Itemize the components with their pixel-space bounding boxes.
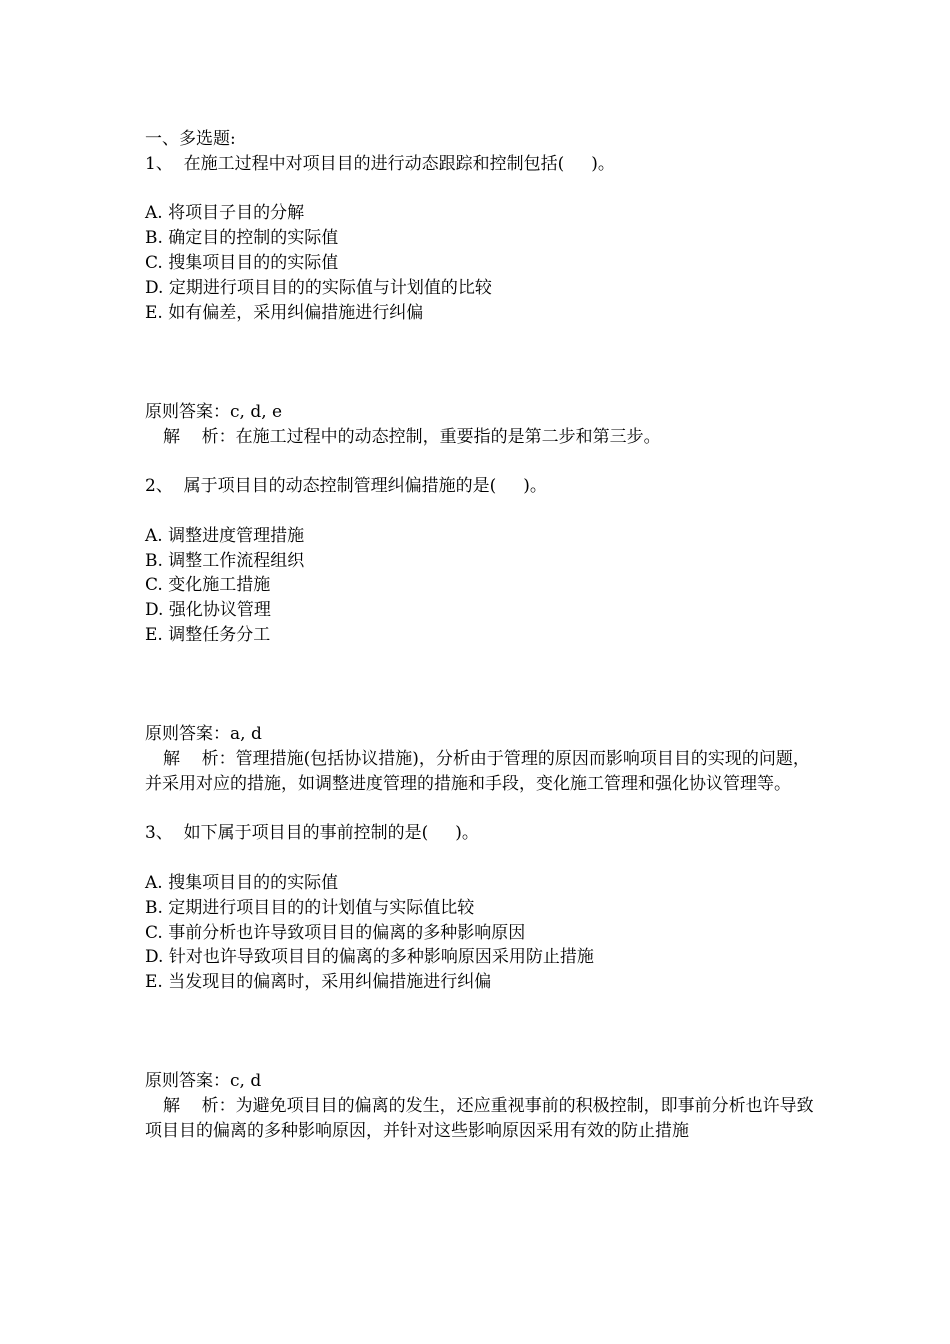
question-3 — [145, 821, 825, 1143]
explanation — [145, 747, 825, 797]
option-b: B. 调整工作流程组织 — [145, 550, 305, 571]
section-title: 一、多选题: — [145, 129, 236, 149]
explanation — [145, 425, 825, 450]
option-a: A. 将项目子目的分解 — [145, 203, 305, 224]
question-stem: 3、 如下属于项目目的事前控制的是( )。 — [145, 823, 479, 844]
option-d: D. 针对也许导致项目目的偏离的多种影响原因采用防止措施 — [145, 947, 594, 968]
question-stem: 2、 属于项目目的动态控制管理纠偏措施的是( )。 — [145, 476, 547, 497]
option-a: A. 调整进度管理措施 — [145, 525, 305, 546]
standard-answer: 原则答案：a, d — [145, 724, 262, 745]
option-d: D. 定期进行项目目的的实际值与计划值的比较 — [145, 277, 492, 298]
option-e: E. 如有偏差，采用纠偏措施进行纠偏 — [145, 302, 424, 323]
option-e: E. 调整任务分工 — [145, 624, 271, 645]
option-b: B. 确定目的控制的实际值 — [145, 228, 339, 249]
explanation-text: 在施工过程中的动态控制，重要指的是第二步和第三步。 — [235, 426, 661, 447]
explanation-text: 管理措施(包括协议措施)，分析由于管理的原因而影响项目目的实现的问题，并采用对应的措施，如调整进度管理的措施和手段，变化施工管理和强化协议管理等。 — [145, 748, 810, 794]
option-a: A. 搜集项目目的的实际值 — [145, 872, 339, 893]
question-2 — [145, 474, 825, 821]
explanation-text: 为避免项目目的偏离的发生，还应重视事前的积极控制，即事前分析也许导致项目目的偏离的多种影响原因，并针对这些影响原因采用有效的防止措施 — [145, 1096, 814, 1141]
explanation-label: 解 析： — [163, 1096, 236, 1117]
option-c: C. 搜集项目目的的实际值 — [145, 252, 339, 273]
standard-answer: 原则答案：c, d, e — [145, 401, 283, 422]
option-c: C. 事前分析也许导致项目目的偏离的多种影响原因 — [145, 922, 526, 943]
question-stem: 1、 在施工过程中对项目目的进行动态跟踪和控制包括( )。 — [145, 153, 615, 174]
option-c: C. 变化施工措施 — [145, 575, 271, 596]
document-page — [145, 127, 825, 1144]
option-e: E. 当发现目的偏离时，采用纠偏措施进行纠偏 — [145, 972, 492, 993]
explanation — [145, 1094, 825, 1144]
question-1 — [145, 152, 825, 474]
standard-answer: 原则答案：c, d — [145, 1071, 262, 1092]
explanation-label: 解 析： — [163, 748, 236, 769]
option-b: B. 定期进行项目目的的计划值与实际值比较 — [145, 897, 475, 918]
option-d: D. 强化协议管理 — [145, 600, 271, 621]
explanation-label: 解 析： — [163, 426, 236, 447]
